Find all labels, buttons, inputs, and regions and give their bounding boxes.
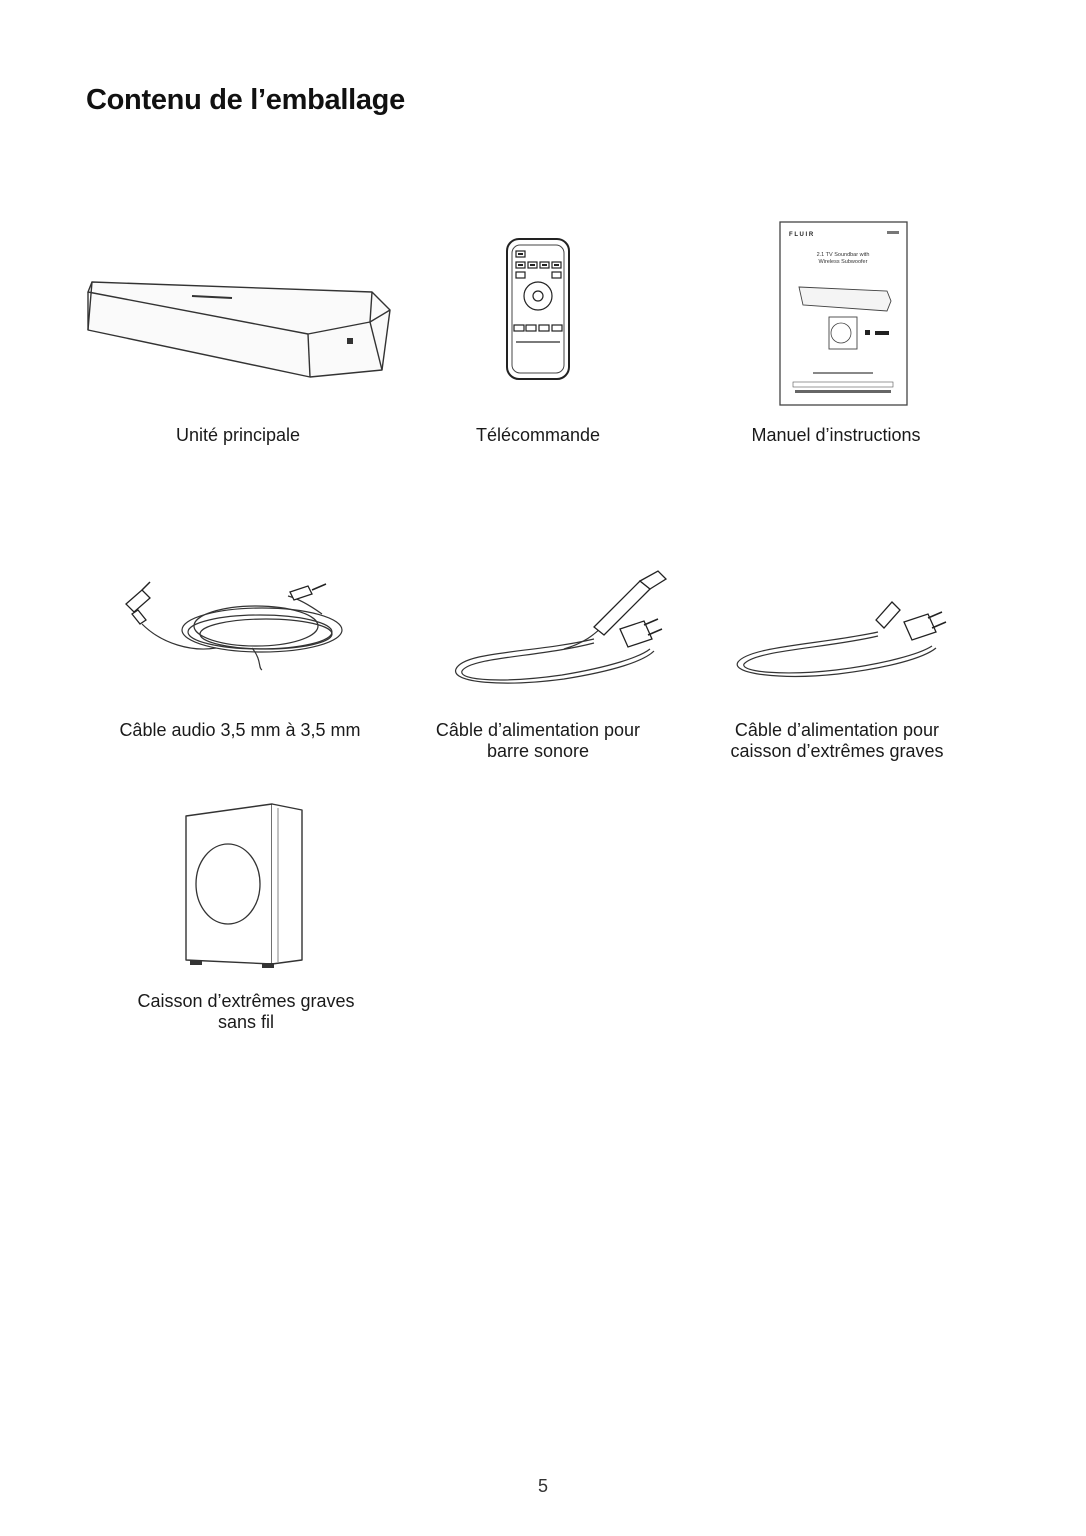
item-label: Manuel d’instructions (751, 425, 921, 445)
item-label (404, 720, 672, 762)
page-number: 5 (537, 1476, 548, 1496)
item-label: Câble audio 3,5 mm à 3,5 mm (119, 720, 361, 740)
item-label-line1: Câble d’alimentation pour (435, 720, 641, 740)
audio-cable-icon (112, 578, 352, 678)
item-label-line1: Caisson d’extrêmes graves (137, 991, 355, 1011)
instruction-manual-icon (779, 221, 909, 407)
soundbar-icon (82, 272, 402, 382)
manual-heading-line1: 2.1 TV Soundbar with (816, 252, 870, 258)
subwoofer-icon (182, 800, 308, 970)
item-label (110, 991, 382, 1033)
remote-control-icon (502, 236, 574, 384)
item-label-line1: Câble d’alimentation pour (734, 720, 940, 740)
item-label-line2: caisson d’extrêmes graves (730, 741, 944, 761)
item-label-line2: sans fil (217, 1012, 275, 1032)
page-title: Contenu de l’emballage (86, 84, 405, 116)
manual-brand-text: F L U I R (789, 232, 814, 238)
power-cable-icon (728, 588, 958, 688)
item-label (702, 720, 972, 762)
power-cable-icon (444, 565, 674, 695)
manual-heading-line2: Wireless Subwoofer (818, 259, 868, 265)
item-label: Unité principale (175, 425, 301, 445)
item-label: Télécommande (475, 425, 601, 445)
item-label-line2: barre sonore (486, 741, 590, 761)
